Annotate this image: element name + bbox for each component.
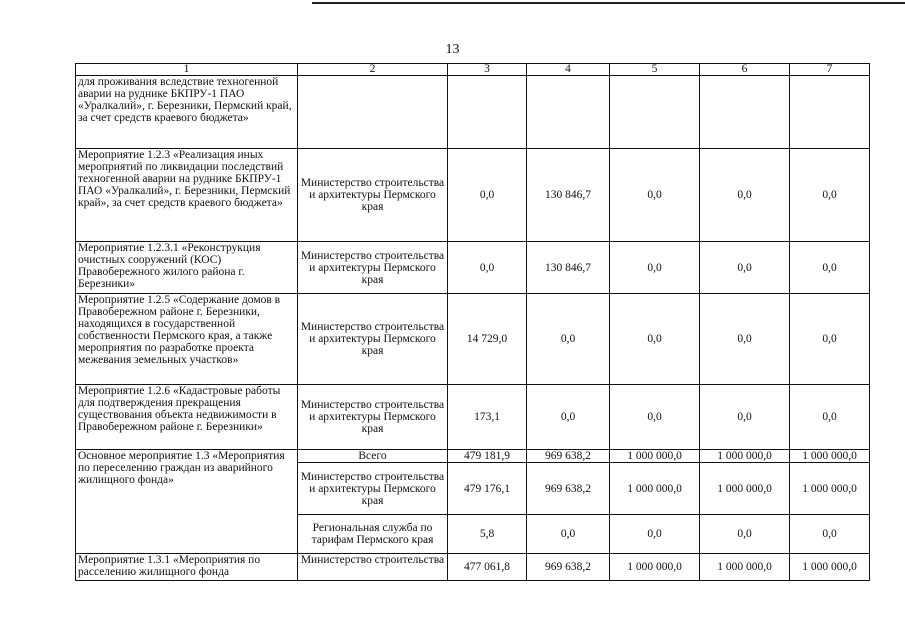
value-cell: [790, 76, 870, 149]
value-cell: 969 638,2: [527, 450, 610, 463]
value-cell: 173,1: [448, 385, 527, 450]
value-cell: 477 061,8: [448, 554, 527, 581]
value-cell: 0,0: [448, 149, 527, 242]
activity-name: для проживания вследствие техногенной аварии на руднике БКПРУ-1 ПАО «Уралкалий», г. Березники, Пермский край, за счет средств краевого бюджета»: [76, 76, 298, 149]
program-table: [75, 63, 870, 581]
value-cell: [610, 76, 700, 149]
column-header: 1: [76, 64, 298, 76]
value-cell: 0,0: [700, 242, 790, 294]
value-cell: 1 000 000,0: [610, 450, 700, 463]
executor-cell: Министерство строительства и архитектуры Пермского края: [298, 242, 448, 294]
value-cell: 0,0: [527, 294, 610, 385]
value-cell: 969 638,2: [527, 554, 610, 581]
table-row: [76, 294, 870, 385]
value-cell: 0,0: [790, 149, 870, 242]
table-row: [76, 149, 870, 242]
value-cell: 969 638,2: [527, 463, 610, 515]
executor-cell: Региональная служба по тарифам Пермского края: [298, 515, 448, 554]
value-cell: 1 000 000,0: [790, 554, 870, 581]
column-header: 7: [790, 64, 870, 76]
value-cell: 1 000 000,0: [790, 463, 870, 515]
value-cell: 0,0: [610, 149, 700, 242]
activity-name: Мероприятие 1.2.3 «Реализация иных мероприятий по ликвидации последствий техногенной аварии на руднике БКПРУ-1 ПАО «Уралкалий», г. Березники, Пермский край», за счет средств краевого бюджета»: [76, 149, 298, 242]
value-cell: 0,0: [790, 385, 870, 450]
value-cell: 0,0: [527, 385, 610, 450]
executor-cell: Министерство строительства: [298, 554, 448, 581]
value-cell: 1 000 000,0: [700, 554, 790, 581]
executor-cell: Всего: [298, 450, 448, 463]
executor-cell: Министерство строительства и архитектуры Пермского края: [298, 149, 448, 242]
table-row: [76, 554, 870, 581]
activity-name: Мероприятие 1.3.1 «Мероприятия по расселению жилищного фонда: [76, 554, 298, 581]
page-number: 13: [445, 42, 460, 57]
value-cell: 0,0: [790, 242, 870, 294]
value-cell: 0,0: [790, 294, 870, 385]
table-row: [76, 450, 870, 463]
activity-name: Мероприятие 1.2.5 «Содержание домов в Правобережном районе г. Березники, находящихся в государственной собственности Пермского края, а также мероприятия по разработке проекта межевания земельных участков»: [76, 294, 298, 385]
column-header: 4: [527, 64, 610, 76]
executor-cell: Министерство строительства и архитектуры Пермского края: [298, 294, 448, 385]
value-cell: 0,0: [448, 242, 527, 294]
column-header: 2: [298, 64, 448, 76]
table-row: [76, 242, 870, 294]
value-cell: [527, 76, 610, 149]
table-row: [76, 76, 870, 149]
value-cell: 1 000 000,0: [610, 554, 700, 581]
value-cell: [448, 76, 527, 149]
value-cell: 0,0: [700, 515, 790, 554]
value-cell: 130 846,7: [527, 242, 610, 294]
value-cell: 5,8: [448, 515, 527, 554]
value-cell: 0,0: [700, 385, 790, 450]
column-header: 3: [448, 64, 527, 76]
top-rule: [312, 2, 905, 4]
header-row: [76, 64, 870, 76]
value-cell: 0,0: [527, 515, 610, 554]
value-cell: 130 846,7: [527, 149, 610, 242]
value-cell: 0,0: [790, 515, 870, 554]
executor-cell: [298, 76, 448, 149]
value-cell: 479 176,1: [448, 463, 527, 515]
activity-name: Мероприятие 1.2.6 «Кадастровые работы для подтверждения прекращения существования объекта недвижимости в Правобережном районе г. Березники»: [76, 385, 298, 450]
value-cell: 1 000 000,0: [700, 450, 790, 463]
value-cell: 1 000 000,0: [610, 463, 700, 515]
value-cell: 0,0: [610, 385, 700, 450]
table-row: [76, 385, 870, 450]
activity-name: Мероприятие 1.2.3.1 «Реконструкция очистных сооружений (КОС) Правобережного жилого района г. Березники»: [76, 242, 298, 294]
value-cell: 0,0: [700, 149, 790, 242]
activity-name: Основное мероприятие 1.3 «Мероприятия по переселению граждан из аварийного жилищного фонда»: [76, 450, 298, 554]
column-header: 5: [610, 64, 700, 76]
executor-cell: Министерство строительства и архитектуры Пермского края: [298, 385, 448, 450]
value-cell: 1 000 000,0: [700, 463, 790, 515]
value-cell: 0,0: [610, 294, 700, 385]
value-cell: 0,0: [610, 242, 700, 294]
value-cell: 14 729,0: [448, 294, 527, 385]
column-header: 6: [700, 64, 790, 76]
value-cell: 0,0: [700, 294, 790, 385]
value-cell: 479 181,9: [448, 450, 527, 463]
value-cell: 1 000 000,0: [790, 450, 870, 463]
value-cell: 0,0: [610, 515, 700, 554]
executor-cell: Министерство строительства и архитектуры Пермского края: [298, 463, 448, 515]
value-cell: [700, 76, 790, 149]
